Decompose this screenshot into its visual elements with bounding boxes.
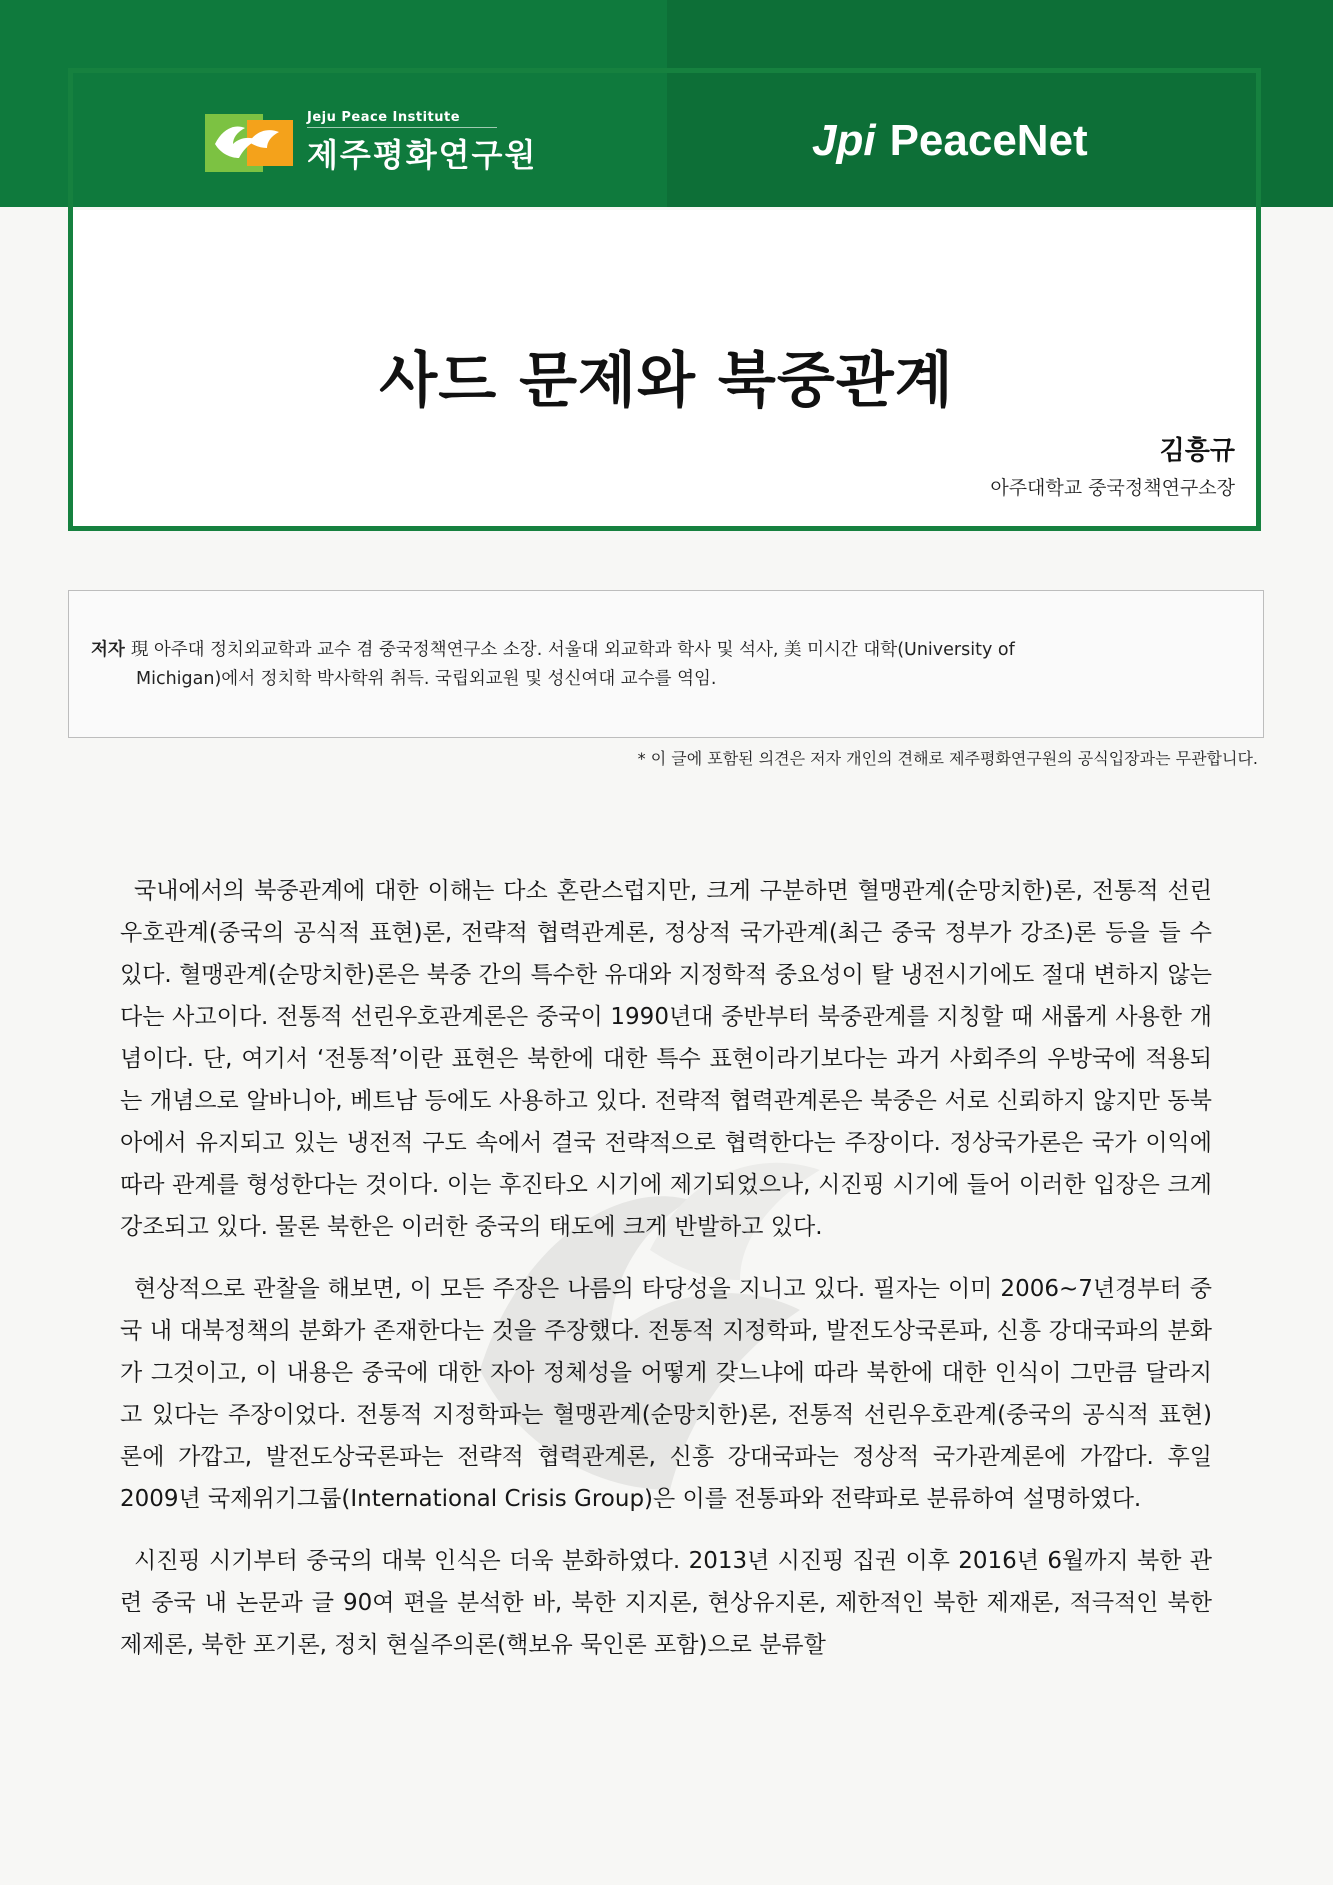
institute-name-en: Jeju Peace Institute [307,110,497,128]
author-affiliation: 아주대학교 중국정책연구소장 [990,477,1235,499]
author-bio-box [68,590,1264,738]
author-bio [91,636,1241,694]
paragraph: 현상적으로 관찰을 해보면, 이 모든 주장은 나름의 타당성을 지니고 있다. 필자는 이미 2006~7년경부터 중국 내 대북정책의 분화가 존재한다는 것을 주장했다. 전통적 지정학파, 발전도상국론파, 신흥 강대국파의 분화가 그것이고, 이 내용은 중국에 대한 자아 정체성을 어떻게 갖느냐에 따라 북한에 대한 인식이 그만큼 달라지고 있다는 주장이었다. 전통적 지정학파는 혈맹관계(순망치한)론, 전통적 선린우호관계(중국의 공식적 표현)론에 가깝고, 발전도상국론파는 전략적 협력관계론, 신흥 강대국파는 정상적 국가관계론에 가깝다. 후일 2009년 국제위기그룹(International Crisis Group)은 이를 전통파와 전략파로 분류하여 설명하였다. [120,1276,1212,1512]
jeju-peace-institute-logo [205,108,537,178]
peacenet-brand: PeaceNet [889,116,1088,165]
article-title: 사드 문제와 북중관계 [379,346,954,416]
bio-label: 저자 [91,640,125,660]
bio-line-1: 現 아주대 정치외교학과 교수 겸 중국정책연구소 소장. 서울대 외교학과 학사 및 석사, 美 미시간 대학(University of [130,640,1015,660]
bio-line-2: Michigan)에서 정치학 박사학위 취득. 국립외교원 및 성신여대 교수를 역임. [136,669,717,689]
author-name: 김흥규 [1159,436,1235,466]
article-body [120,870,1212,1686]
paragraph: 국내에서의 북중관계에 대한 이해는 다소 혼란스럽지만, 크게 구분하면 혈맹관계(순망치한)론, 전통적 선린우호관계(중국의 공식적 표현)론, 전략적 협력관계론, 정상적 국가관계(최근 중국 정부가 강조)론 등을 들 수 있다. 혈맹관계(순망치한)론은 북중 간의 특수한 유대와 지정학적 중요성이 탈 냉전시기에도 절대 변하지 않는다는 사고이다. 전통적 선린우호관계론은 중국이 1990년대 중반부터 북중관계를 지칭할 때 새롭게 사용한 개념이다. 단, 여기서 ‘전통적’이란 표현은 북한에 대한 특수 표현이라기보다는 과거 사회주의 우방국에 적용되는 개념으로 알바니아, 베트남 등에도 사용하고 있다. 전략적 협력관계론은 북중은 서로 신뢰하지 않지만 동북아에서 유지되고 있는 냉전적 구도 속에서 결국 전략적으로 협력한다는 주장이다. 정상국가론은 국가 이익에 따라 관계를 형성한다는 것이다. 이는 후진타오 시기에 제기되었으나, 시진핑 시기에 들어 이러한 입장은 크게 강조되고 있다. 물론 북한은 이러한 중국의 태도에 크게 반발하고 있다. [120,878,1212,1240]
jpi-brand: Jpi [812,116,876,165]
paragraph: 시진핑 시기부터 중국의 대북 인식은 더욱 분화하였다. 2013년 시진핑 집권 이후 2016년 6월까지 북한 관련 중국 내 논문과 글 90여 편을 분석한 바, 북한 지지론, 현상유지론, 제한적인 북한 제재론, 적극적인 북한 제제론, 북한 포기론, 정치 현실주의론(핵보유 묵인론 포함)으로 분류할 [120,1548,1212,1658]
peacenet-logo [812,116,1088,166]
disclaimer: * 이 글에 포함된 의견은 저자 개인의 견해로 제주평화연구원의 공식입장과는 무관합니다. [637,749,1258,768]
institute-name-ko: 제주평화연구원 [307,136,538,174]
bird-logo-icon [205,112,295,174]
